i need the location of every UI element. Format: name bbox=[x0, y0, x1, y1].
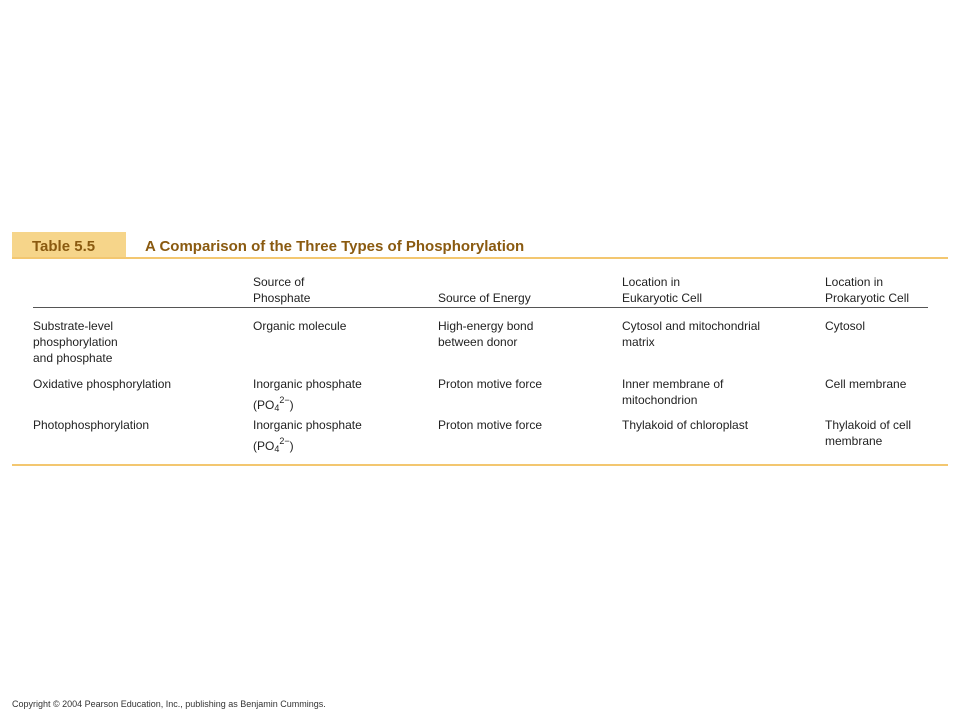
cell-row3-energy: Proton motive force bbox=[438, 418, 543, 432]
copyright-footer: Copyright © 2004 Pearson Education, Inc., publishing as Benjamin Cummings. bbox=[12, 699, 326, 709]
cell-row3-phosphate: Inorganic phosphate $(PO_4^{2-})$ bbox=[253, 417, 362, 457]
phosphate-formula: $(PO_4^{2-})$ bbox=[253, 436, 294, 454]
cell-row3-type: Photophosphorylation bbox=[33, 418, 150, 432]
cell-row1-type: Substrate-level phosphorylation and phosphate bbox=[33, 319, 118, 365]
cell-row1-prokaryotic: Cytosol bbox=[825, 319, 866, 333]
table-title: A Comparison of the Three Types of Phosphorylation bbox=[145, 238, 525, 255]
title-divider bbox=[12, 257, 948, 259]
cell-row2-prokaryotic: Cell membrane bbox=[825, 377, 907, 391]
cell-row2-type: Oxidative phosphorylation bbox=[33, 377, 172, 391]
table-number-badge bbox=[12, 232, 126, 258]
header-location-eukaryotic: Location in Eukaryotic Cell bbox=[622, 275, 703, 305]
header-location-prokaryotic: Location in Prokaryotic Cell bbox=[825, 275, 910, 305]
cell-row2-energy: Proton motive force bbox=[438, 377, 543, 391]
cell-row1-energy: High-energy bond between donor bbox=[438, 319, 534, 349]
cell-row2-eukaryotic: Inner membrane of mitochondrion bbox=[622, 377, 724, 407]
phosphate-formula: $(PO_4^{2-})$ bbox=[253, 395, 294, 413]
table-title-bar bbox=[12, 232, 948, 258]
cell-row3-prokaryotic: Thylakoid of cell membrane bbox=[825, 418, 912, 448]
table-number: Table 5.5 bbox=[32, 238, 96, 255]
cell-row1-eukaryotic: Cytosol and mitochondrial matrix bbox=[622, 319, 761, 349]
header-divider bbox=[33, 307, 928, 308]
header-source-of-phosphate: Source of Phosphate bbox=[253, 275, 311, 305]
table-bottom-divider bbox=[12, 464, 948, 466]
header-source-of-energy: Source of Energy bbox=[438, 291, 531, 305]
cell-row3-eukaryotic: Thylakoid of chloroplast bbox=[622, 418, 749, 432]
cell-row1-phosphate: Organic molecule bbox=[253, 319, 347, 333]
cell-row2-phosphate: Inorganic phosphate $(PO_4^{2-})$ bbox=[253, 376, 362, 416]
